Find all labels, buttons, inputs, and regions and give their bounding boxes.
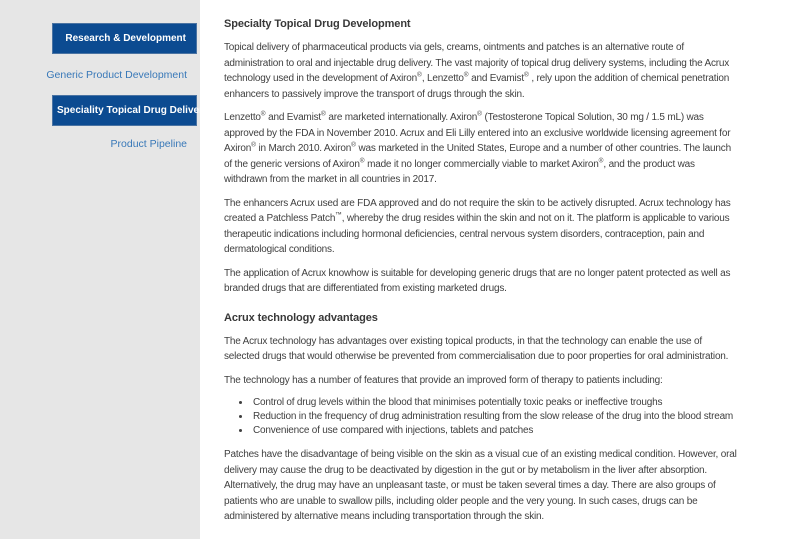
features-bullet-list — [224, 396, 738, 438]
sidebar-item-speciality-topical-drug-delivery[interactable]: Speciality Topical Drug Delivery — [52, 95, 197, 126]
paragraph-patches-disadvantage: Patches have the disadvantage of being visible on the skin as a visual cue of an existing medical condition. However, oral delivery may cause the drug to be deactivated by digestion in the gut or by metabolism in the liver after absorption. Alternatively, the drug may have an unpleasant taste, or must be taken several times a day. There are also groups of patients who are unable to swallow pills, including older people and the very young. In such cases, drugs can be administered by alternative means including transportation through the skin. — [224, 449, 737, 522]
paragraph-marketed-internationally: Lenzetto® and Evamist® are marketed internationally. Axiron® (Testosterone Topical Solution, 30 mg / 1.5 mL) was approved by the FDA in November 2010. Acrux and Eli Lilly entered into an exclusive worldwide licensing agreement for Axiron® in March 2010. Axiron® was marketed in the United States, Europe and a number of other countries. The launch of the generic versions of Axiron® made it no longer commercially viable to market Axiron®, and the product was withdrawn from the market in all countries in 2017. — [224, 110, 731, 185]
sidebar-item-generic-product-development[interactable]: Generic Product Development — [46, 69, 187, 81]
section-heading-advantages: Acrux technology advantages — [224, 311, 378, 324]
section-heading-specialty: Specialty Topical Drug Development — [224, 18, 411, 30]
paragraph-acrux-knowhow: The application of Acrux knowhow is suitable for developing generic drugs that are no longer patent protected as well as branded drugs that are differentiated from existing marketed drugs. — [224, 267, 731, 294]
section-acrux-technology-advantages — [224, 311, 738, 525]
main-content — [224, 0, 738, 533]
sidebar-nav — [0, 0, 209, 539]
sidebar-item-research-development[interactable]: Research & Development — [52, 23, 197, 54]
section-specialty-topical-drug-development — [224, 17, 738, 297]
bullet-control-of-drug-levels: • Control of drug levels within the blood that minimises potentially toxic peaks or ineffective troughs — [251, 396, 738, 410]
paragraph-features-intro: The technology has a number of features that provide an improved form of therapy to patients including: — [224, 374, 663, 386]
bullet-reduction-in-frequency: • Reduction in the frequency of drug administration resulting from the slow release of the drug into the blood stream — [251, 410, 738, 424]
paragraph-topical-delivery: Topical delivery of pharmaceutical products via gels, creams, ointments and patches is an alternative route of administration to oral and injectable drug delivery. The vast majority of topical drug delivery systems, including the Acrux technology used in the development of Axiron®, Lenzetto® and Evamist® , rely upon the addition of chemical penetration enhancers to passively improve the transport of drugs through the skin. — [224, 42, 730, 100]
sidebar-item-product-pipeline[interactable]: Product Pipeline — [110, 138, 187, 150]
paragraph-enhancers-patchless-patch: The enhancers Acrux used are FDA approved and do not require the skin to be actively disrupted. Acrux technology has created a Patchless Patch™, whereby the drug resides within the skin and not on it. The platform is applicable to various therapeutic indications including hormonal deficiencies, central nervous system disorders, contraception, pain and dermatological conditions. — [224, 197, 731, 255]
paragraph-advantages-overview: The Acrux technology has advantages over existing topical products, in that the technology can enable the use of selected drugs that would otherwise be prevented from commercialisation due to poor properties for oral administration. — [224, 335, 729, 362]
bullet-convenience-of-use: • Convenience of use compared with injections, tablets and patches — [251, 424, 738, 438]
